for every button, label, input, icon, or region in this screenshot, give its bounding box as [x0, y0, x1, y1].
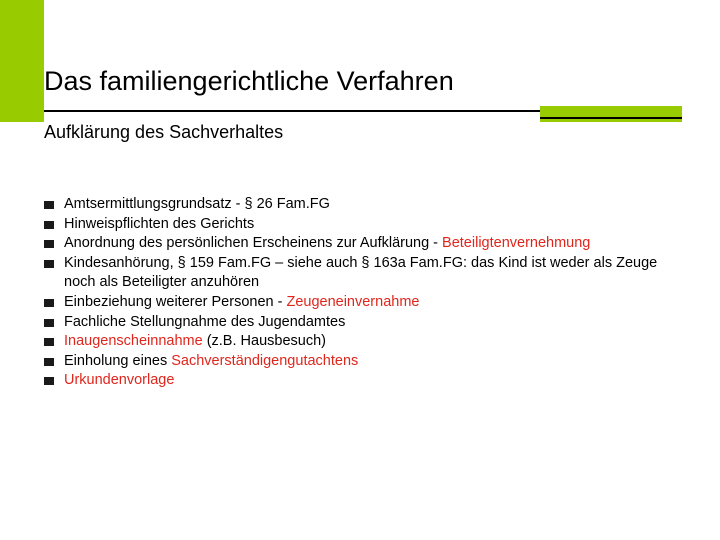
list-item [44, 352, 684, 372]
item-text: Einholung eines [64, 352, 172, 369]
square-bullet-icon [44, 358, 54, 366]
list-item [44, 254, 684, 293]
square-bullet-icon [44, 201, 54, 209]
square-bullet-icon [44, 221, 54, 229]
item-highlight: Beteiligtenvernehmung [442, 235, 591, 252]
item-text: Hinweispflichten des Gerichts [64, 215, 255, 232]
list-item [44, 313, 684, 333]
square-bullet-icon [44, 377, 54, 385]
square-bullet-icon [44, 338, 54, 346]
item-text: Fachliche Stellungnahme des Jugendamtes [64, 313, 346, 330]
square-bullet-icon [44, 240, 54, 248]
accent-block-right [540, 106, 682, 122]
slide-subtitle: Aufklärung des Sachverhaltes [44, 122, 284, 142]
item-text: Anordnung des persönlichen Erscheinens zur Aufklärung - [64, 235, 443, 252]
bullet-list [44, 195, 684, 391]
title-divider-right [540, 117, 682, 119]
item-text: Amtsermittlungsgrundsatz - § 26 Fam.FG [64, 196, 330, 212]
square-bullet-icon [44, 260, 54, 268]
slide-title: Das familiengerichtliche Verfahren [44, 66, 454, 96]
item-text: (z.B. Hausbesuch) [202, 333, 326, 350]
item-text: Kindesanhörung, § 159 Fam.FG – siehe auch § 163a Fam.FG: das Kind ist weder als Zeuge noch als Beteiligter anzuhören [64, 254, 658, 291]
accent-bar-left [0, 0, 44, 122]
list-item [44, 293, 684, 313]
list-item [44, 215, 684, 235]
title-divider [44, 110, 540, 112]
list-item [44, 332, 684, 352]
list-item [44, 195, 684, 215]
list-item [44, 234, 684, 254]
list-item [44, 371, 684, 391]
item-highlight: Urkundenvorlage [64, 372, 175, 389]
item-highlight: Zeugeneinvernahme [286, 293, 420, 310]
square-bullet-icon [44, 319, 54, 327]
item-highlight: Sachverständigengutachtens [171, 352, 359, 369]
square-bullet-icon [44, 299, 54, 307]
item-text: Einbeziehung weiterer Personen - [64, 293, 287, 310]
item-highlight: Inaugenscheinnahme [64, 333, 203, 350]
